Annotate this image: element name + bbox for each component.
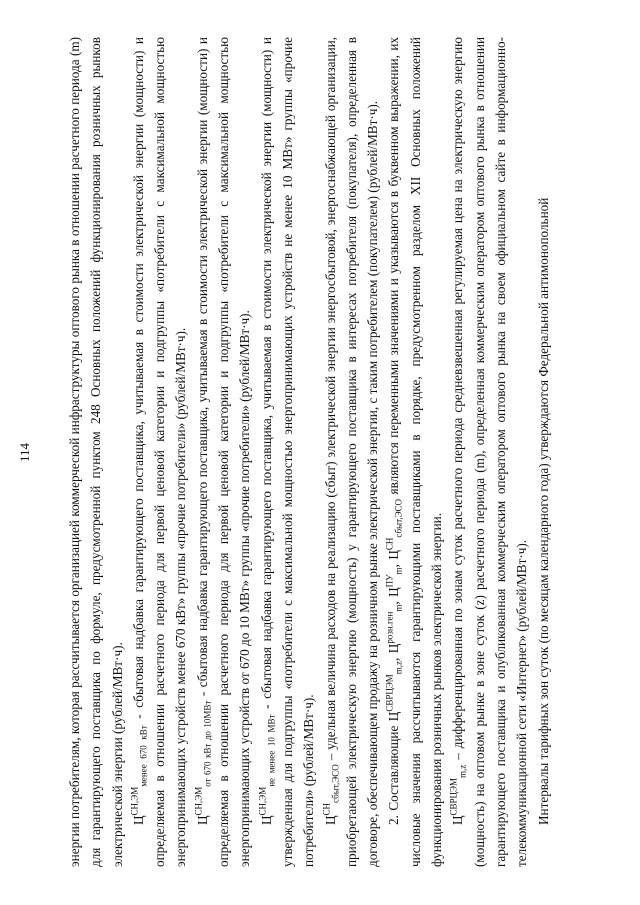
paragraph-text: являются переменными значениями и указываются в буквенном выражении, их числовые значения рассчитываются гарантирующими поставщиками в порядке, предусмотренном разделом XII Основных положений функционирования розничных рынков электрической энергии. bbox=[386, 36, 445, 867]
formula-symbol: $Ц^{СН,ЭМ}_{не менее 10 МВт}$ bbox=[257, 714, 277, 825]
paragraph-text: энергии потребителям, которая рассчитывается организацией коммерческой инфраструктуры оптового рынка в отношении расчетного периода (m) для гарантирующего поставщика по формуле, предусмотренной пунктом 248 Основных положений функционирования розничных рынков электрической энергии (рублей/МВт·ч). bbox=[67, 37, 125, 867]
paragraph-text: - сбытовая надбавка гарантирующего поставщика, учитываемая в стоимости электрической энергии (мощности) и определяемая в отношении расчетного периода для первой ценовой категории и подгруппы «потребители с максимальной мощностью энергопринимающих устройств менее 670 кВт» группы «прочие потребители» (рублей/МВт·ч). bbox=[130, 37, 189, 867]
formula-symbol-svrcem: $Ц^{СВРЦЭМ}_{m,z}$ bbox=[385, 660, 405, 722]
paragraph-670kw-to-10mw bbox=[192, 37, 256, 867]
formula-symbol: $Ц^{СН}_{сбыт,ЭСО}$ bbox=[321, 764, 341, 825]
paragraph-text: - сбытовая надбавка гарантирующего поставщика, учитываемая в стоимости электрической энергии (мощности) и определяемая в отношении расчетного периода для первой ценовой категории и подгруппы «потребители с максимальной мощностью энергопринимающих устройств от 670 до 10 МВт» группы «прочие потребители» (рублей/МВт·ч). bbox=[194, 37, 253, 867]
paragraph-svrcem-definition bbox=[447, 37, 532, 867]
paragraph-intro-continued bbox=[64, 37, 128, 867]
paragraph-text: Интервалы тарифных зон суток (по месяцам календарного года) утверждаются Федеральной антимонопольной bbox=[535, 197, 551, 825]
formula-symbol: $Ц^{СН,ЭМ}_{менее 670 кВт}$ bbox=[129, 725, 149, 825]
paragraph-components: 2. Составляющие $Ц^{СВРЦЭМ}_{m,z}$, $Ц^{розн.ген}_m$, $Ц^{ПУ}_m$, $Ц^{СН}_{сбыт,ЭСО}$ являются переменными значениями и указываются в буквенном выражении, их числовые значения рассчитываются гарантирующими поставщиками в порядке, предусмотренном разделом XII Основных положений функционирования розничных рынков электрической энергии. bbox=[385, 36, 445, 867]
formula-symbol: $Ц^{СВРЦЭМ}_{m,z}$ bbox=[448, 764, 468, 825]
paragraph-sbyt-eso bbox=[320, 37, 384, 867]
paragraph-tariff-zones bbox=[533, 37, 554, 867]
formula-symbol-pu: $Ц^{ПУ}_m$ bbox=[385, 567, 405, 597]
formula-symbol-sbyt-eso: $Ц^{СН}_{сбыт,ЭСО}$ bbox=[385, 498, 405, 560]
page-number: 114 bbox=[17, 442, 32, 463]
document-body bbox=[64, 37, 554, 867]
formula-symbol-rozn-gen: $Ц^{розн.ген}_m$ bbox=[385, 604, 405, 654]
paragraph-text: – дифференцированная по зонам суток расчетного периода средневзвешенная регулируемая цена на электрическую энергию (мощность) на оптовом рынке в зоне суток (z) расчетного периода (m), определенная коммерческим оператором оптового рынка в отношении гарантирующего поставщика и опубликованная коммерческим оператором оптового рынка на своем официальном сайте в информационно-телекоммуникационной сети «Интернет» (рублей/МВт·ч). bbox=[450, 37, 530, 867]
paragraph-text: – удельная величина расходов на реализацию (сбыт) электрической энергии энергосбытовой, энергоснабжающей организации, приобретающей электрическую энергию (мощность) у гарантирующего поставщика в интересах потребителя (покупателя), определенная в договоре, обеспечивающем продажу на розничном рынке электрической энергии, с таким потребителем (покупателем) (рублей/МВт·ч). bbox=[322, 37, 381, 867]
paragraph-over-10mw bbox=[256, 37, 320, 867]
paragraph-text: - сбытовая надбавка гарантирующего поставщика, учитываемая в стоимости электрической энергии (мощности) и утвержденная для подгруппы «потребители с максимальной мощностью энергопринимающих устройств не менее 10 МВт» группы «прочие потребители» (рублей/МВт·ч). bbox=[258, 37, 317, 867]
paragraph-prefix: 2. Составляющие bbox=[386, 721, 402, 825]
formula-symbol: $Ц^{СН,ЭМ}_{от 670 кВт до 10МВт}$ bbox=[193, 700, 213, 825]
paragraph-under-670kw bbox=[128, 37, 192, 867]
